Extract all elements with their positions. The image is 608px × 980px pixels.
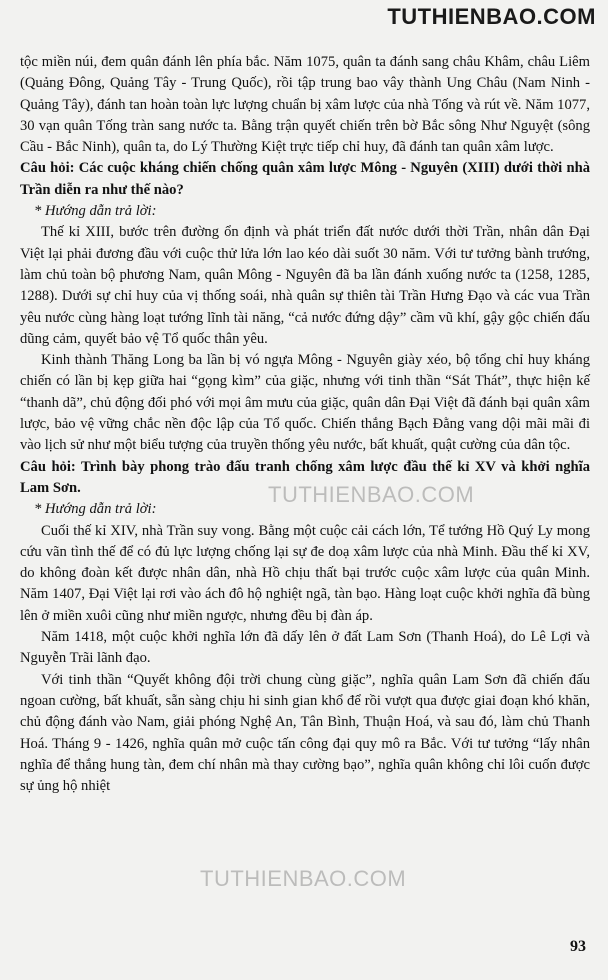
paragraph-lamson-spirit: Với tinh thần “Quyết không đội trời chung cùng giặc”, nghĩa quân Lam Sơn đã chiến đấu ngoan cường, bất khuất, sẵn sàng chịu hi sinh gian khổ để rồi vượt qua được giai đoạn khó khăn, chủ động đánh vào Nam, giải phóng Nghệ An, Tân Bình, Thuận Hoá, và sau đó, làm chủ Thanh Hoá. Tháng 9 - 1426, nghĩa quân mở cuộc tấn công đại quy mô ra Bắc. Với tư tưởng “lấy nhân nghĩa để thắng hung tàn, đem chí nhân mà thay cường bạo”, nghĩa quân không chỉ lôi cuốn được sự ủng hộ nhiệt — [20, 671, 590, 795]
question-heading-mongol: Câu hỏi: Các cuộc kháng chiến chống quân xâm lược Mông - Nguyên (XIII) dưới thời nhà Trần diễn ra như thế nào? — [20, 160, 590, 198]
watermark-overlay: TUTHIENBAO.COM — [268, 482, 475, 507]
paragraph-ho-dynasty: Cuối thế kỉ XIV, nhà Trần suy vong. Bằng một cuộc cải cách lớn, Tể tướng Hồ Quý Ly mong cứu vãn tình thế để có đủ lực lượng chống lại sự đe doạ xâm lược của nhà Minh. Đầu thế kỉ XV, do không đoàn kết được nhân dân, nhà Hồ chịu thất bại trước cuộc xâm lược của quân Minh. Năm 1407, Đại Việt lại rơi vào ách đô hộ nghiệt ngã, tàn bạo. Hàng loạt cuộc khởi nghĩa đã bùng lên ở miền xuôi cũng như miền ngược, nhưng đều bị đàn áp. — [20, 522, 590, 624]
paragraph-lamson-start: Năm 1418, một cuộc khởi nghĩa lớn đã dấy lên ở đất Lam Sơn (Thanh Hoá), do Lê Lợi và Nguyễn Trãi lãnh đạo. — [20, 629, 590, 667]
page-body — [20, 52, 590, 797]
site-watermark: TUTHIENBAO.COM — [387, 4, 596, 29]
paragraph-tran-2: Kinh thành Thăng Long ba lần bị vó ngựa Mông - Nguyên giày xéo, bộ tổng chỉ huy kháng chiến có lần bị kẹp giữa hai “gọng kìm” của giặc, nhưng với tinh thần “Sát Thát”, thực hiện kế “thanh dã”, chủ động đối phó với mọi âm mưu của giặc, quân dân Đại Việt đã đánh bại quân xâm lược, bảo vệ vững chắc nền độc lập của Tổ quốc. Chiến thắng Bạch Đằng vang dội mãi mãi đi vào lịch sử như một biểu tượng của truyền thống yêu nước, bất khuất, quật cường của dân tộc. — [20, 352, 590, 454]
paragraph-intro: tộc miền núi, đem quân đánh lên phía bắc. Năm 1075, quân ta đánh sang châu Khâm, châu Liêm (Quảng Đông, Quảng Tây - Trung Quốc), rồi tập trung bao vây thành Ung Châu (Nam Ninh - Quảng Tây), đánh tan hoàn toàn lực lượng chuẩn bị xâm lược của nhà Tống và rút về. Năm 1077, 30 vạn quân Tống tràn sang nước ta. Bằng trận quyết chiến trên bờ Bắc sông Như Nguyệt (sông Cầu - Bắc Ninh), quân ta, do Lý Thường Kiệt trực tiếp chỉ huy, đã đánh tan quân xâm lược. — [20, 54, 590, 156]
paragraph-tran-1: Thế kỉ XIII, bước trên đường ổn định và phát triển đất nước dưới thời Trần, nhân dân Đại Việt lại phải đương đầu với cuộc thử lửa lớn lao kéo dài suốt 30 năm. Với tư tưởng bành trướng, làm chủ toàn bộ phương Nam, quân Mông - Nguyên đã ba lần đánh xuống nước ta (1258, 1285, 1288). Dưới sự chỉ huy của vị thống soái, nhà quân sự thiên tài Trần Hưng Đạo và các vua Trần yêu nước cùng hàng loạt tướng lĩnh tài năng, “cả nước đứng dậy” cầm vũ khí, gậy gộc chiến đấu dũng cảm, quyết bảo vệ Tổ quốc thân yêu. — [20, 224, 590, 347]
question-heading-lamson: Câu hỏi: Trình bày phong trào đấu tranh chống xâm lược đầu thế kỉ XV và khởi nghĩa Lam Sơn. — [20, 458, 590, 496]
answer-guide-label: * Hướng dẫn trả lời: — [34, 501, 157, 518]
watermark-overlay: TUTHIENBAO.COM — [200, 866, 407, 891]
answer-guide-label: * Hướng dẫn trả lời: — [34, 203, 157, 220]
page-number: 93 — [570, 938, 586, 955]
